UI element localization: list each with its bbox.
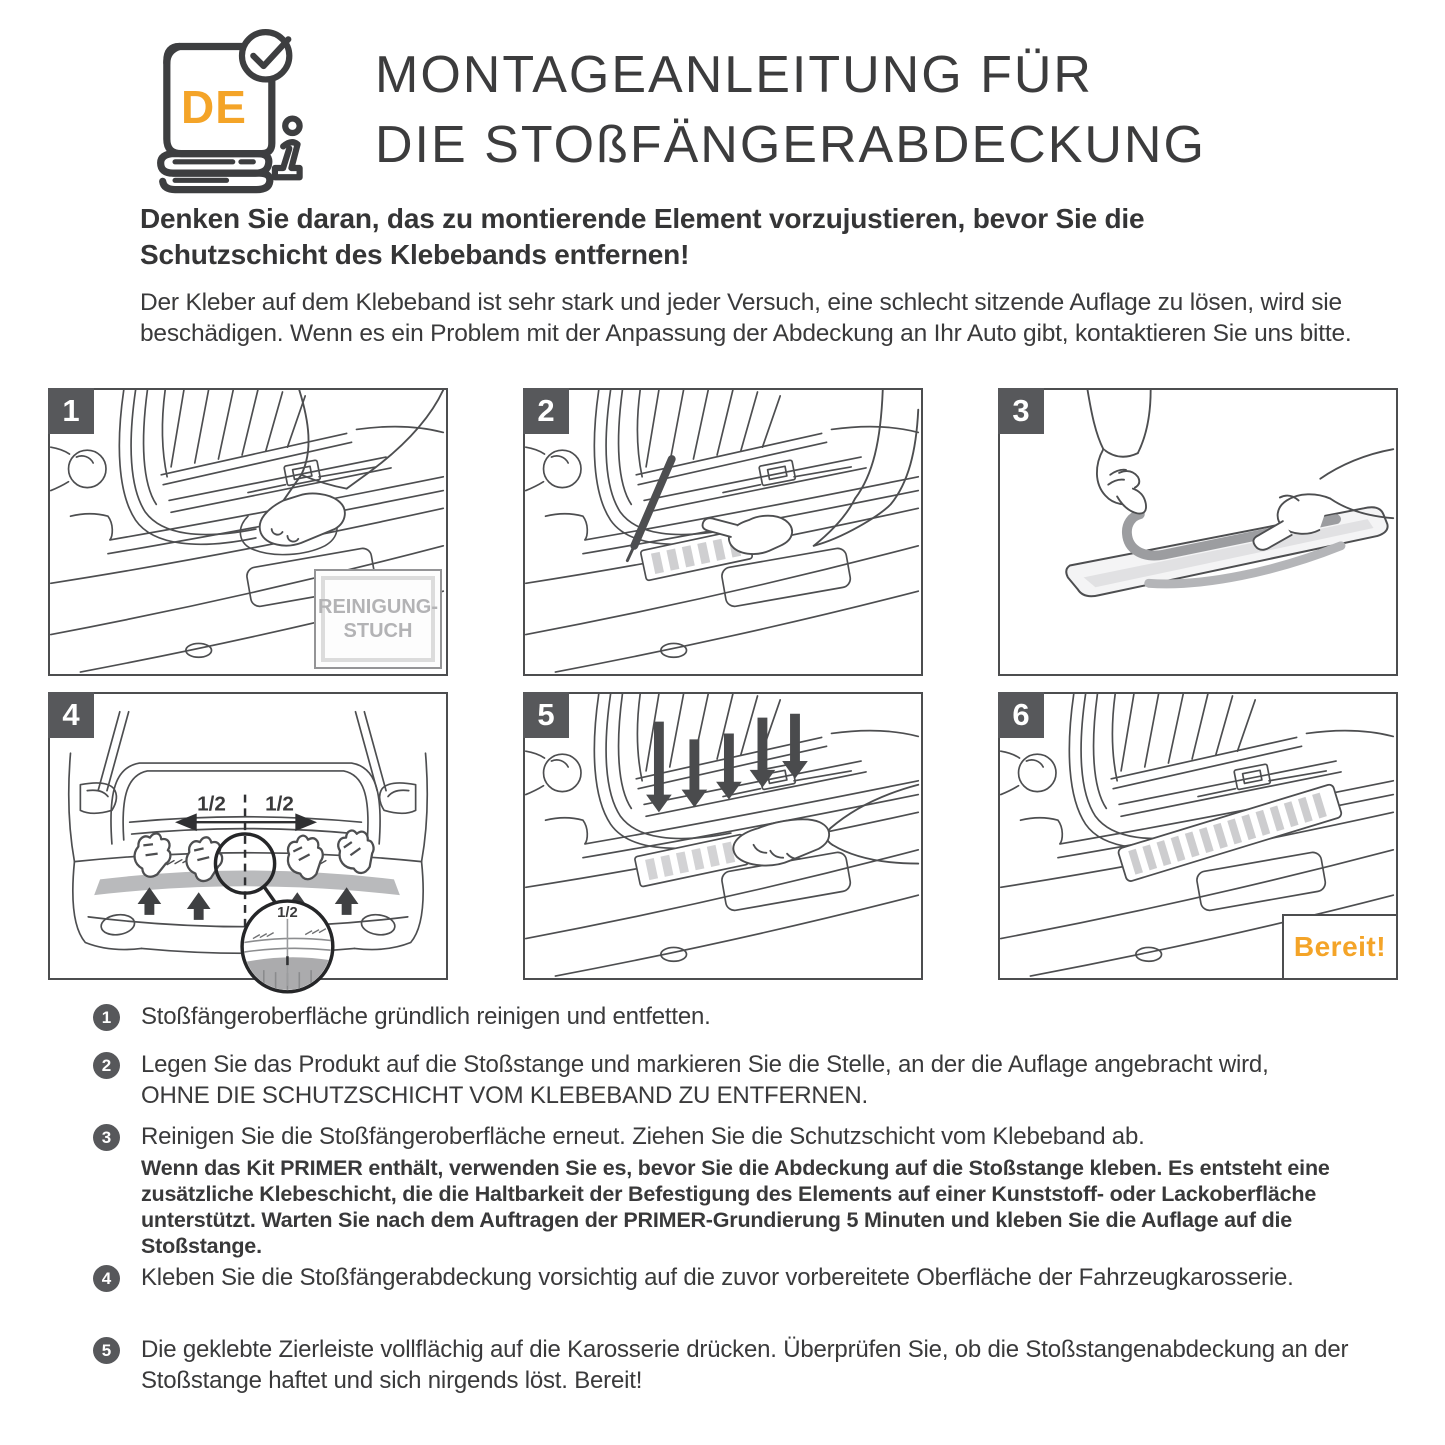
ready-label: Bereit!	[1293, 931, 1387, 962]
panel-number-badge: 1	[48, 388, 94, 434]
half-left-label: 1/2	[197, 792, 226, 816]
magnifier-half-label: 1/2	[277, 904, 298, 921]
drawing-peel-liner	[1000, 390, 1396, 674]
page-title	[375, 40, 1206, 180]
step-4	[93, 1262, 1393, 1293]
page-title-line1: MONTAGEANLEITUNG FÜR	[375, 46, 1093, 104]
panel-number-badge: 6	[998, 692, 1044, 738]
step-number-badge: 1	[93, 1004, 120, 1031]
step-5-text: Die geklebte Zierleiste vollflächig auf die Karosserie drücken. Überprüfen Sie, ob die Stoßstangenabdeckung an der Stoßstange haftet und sich nirgends löst. Bereit!	[141, 1336, 1349, 1394]
drawing-centering	[50, 694, 446, 978]
panel-number-badge: 4	[48, 692, 94, 738]
step-2-text-caps: OHNE DIE SCHUTZSCHICHT VOM KLEBEBAND ZU ENTFERNEN.	[141, 1082, 868, 1109]
panel-number-badge: 2	[523, 388, 569, 434]
cleaning-cloth-callout	[314, 569, 442, 669]
warning-text: Denken Sie daran, das zu montierende Element vorzujustieren, bevor Sie die Schutzschicht des Klebebands entfernen!	[140, 203, 1145, 270]
panel-step-6-finished	[998, 692, 1398, 980]
panel-step-4-centering	[48, 692, 448, 980]
panel-step-5-press-down	[523, 692, 923, 980]
step-number-badge: 2	[93, 1052, 120, 1079]
panel-step-3-peel-liner	[998, 388, 1398, 676]
step-2-text-main: Legen Sie das Produkt auf die Stoßstange und markieren Sie die Stelle, an der die Auflage angebracht wird,	[141, 1051, 1269, 1078]
step-2-text	[141, 1049, 1381, 1111]
panel-step-1-clean-bumper	[48, 388, 448, 676]
step-1	[93, 1001, 1393, 1032]
language-badge: DE	[181, 81, 247, 133]
cleaning-cloth-label-line2: STUCH	[343, 620, 413, 642]
step-4-text: Kleben Sie die Stoßfängerabdeckung vorsichtig auf die zuvor vorbereitete Oberfläche der Fahrzeugkarosserie.	[141, 1264, 1294, 1291]
panel-number-badge: 3	[998, 388, 1044, 434]
cleaning-cloth-label-line1: REINIGUNG-	[318, 596, 438, 618]
manual-book-icon	[138, 28, 313, 203]
step-3-primer-note: Wenn das Kit PRIMER enthält, verwenden Sie es, bevor Sie die Abdeckung auf die Stoßstange kleben. Es entsteht eine zusätzliche Klebeschicht, die die Haltbarkeit der Befestigung des Elements auf einer Kunststoff- oder Lackoberfläche unterstützt. Warten Sie nach dem Auftragen der PRIMER-Grundierung 5 Minuten und kleben Sie die Auflage auf die Stoßstange.	[141, 1156, 1330, 1258]
panel-number-badge: 5	[523, 692, 569, 738]
step-3-text: Reinigen Sie die Stoßfängeroberfläche erneut. Ziehen Sie die Schutzschicht vom Klebeband ab.	[141, 1123, 1145, 1150]
intro-text: Der Kleber auf dem Klebeband ist sehr stark und jeder Versuch, eine schlecht sitzende Auflage zu lösen, wird sie beschädigen. Wenn es ein Problem mit der Anpassung der Abdeckung an Ihr Auto gibt, kontaktieren Sie uns bitte.	[140, 289, 1352, 347]
step-3	[93, 1121, 1393, 1259]
step-5	[93, 1334, 1393, 1396]
illustration-grid	[48, 388, 1398, 980]
step-1-text: Stoßfängeroberfläche gründlich reinigen und entfetten.	[141, 1003, 711, 1030]
drawing-press-down	[525, 694, 921, 978]
step-number-badge: 3	[93, 1124, 120, 1151]
drawing-mark-position	[525, 390, 921, 674]
step-number-badge: 5	[93, 1337, 120, 1364]
step-number-badge: 4	[93, 1265, 120, 1292]
page-title-line2: DIE STOßFÄNGERABDECKUNG	[375, 116, 1206, 174]
half-right-label: 1/2	[265, 792, 294, 816]
step-2	[93, 1049, 1393, 1111]
panel-step-2-mark-position	[523, 388, 923, 676]
ready-callout	[1282, 914, 1398, 980]
